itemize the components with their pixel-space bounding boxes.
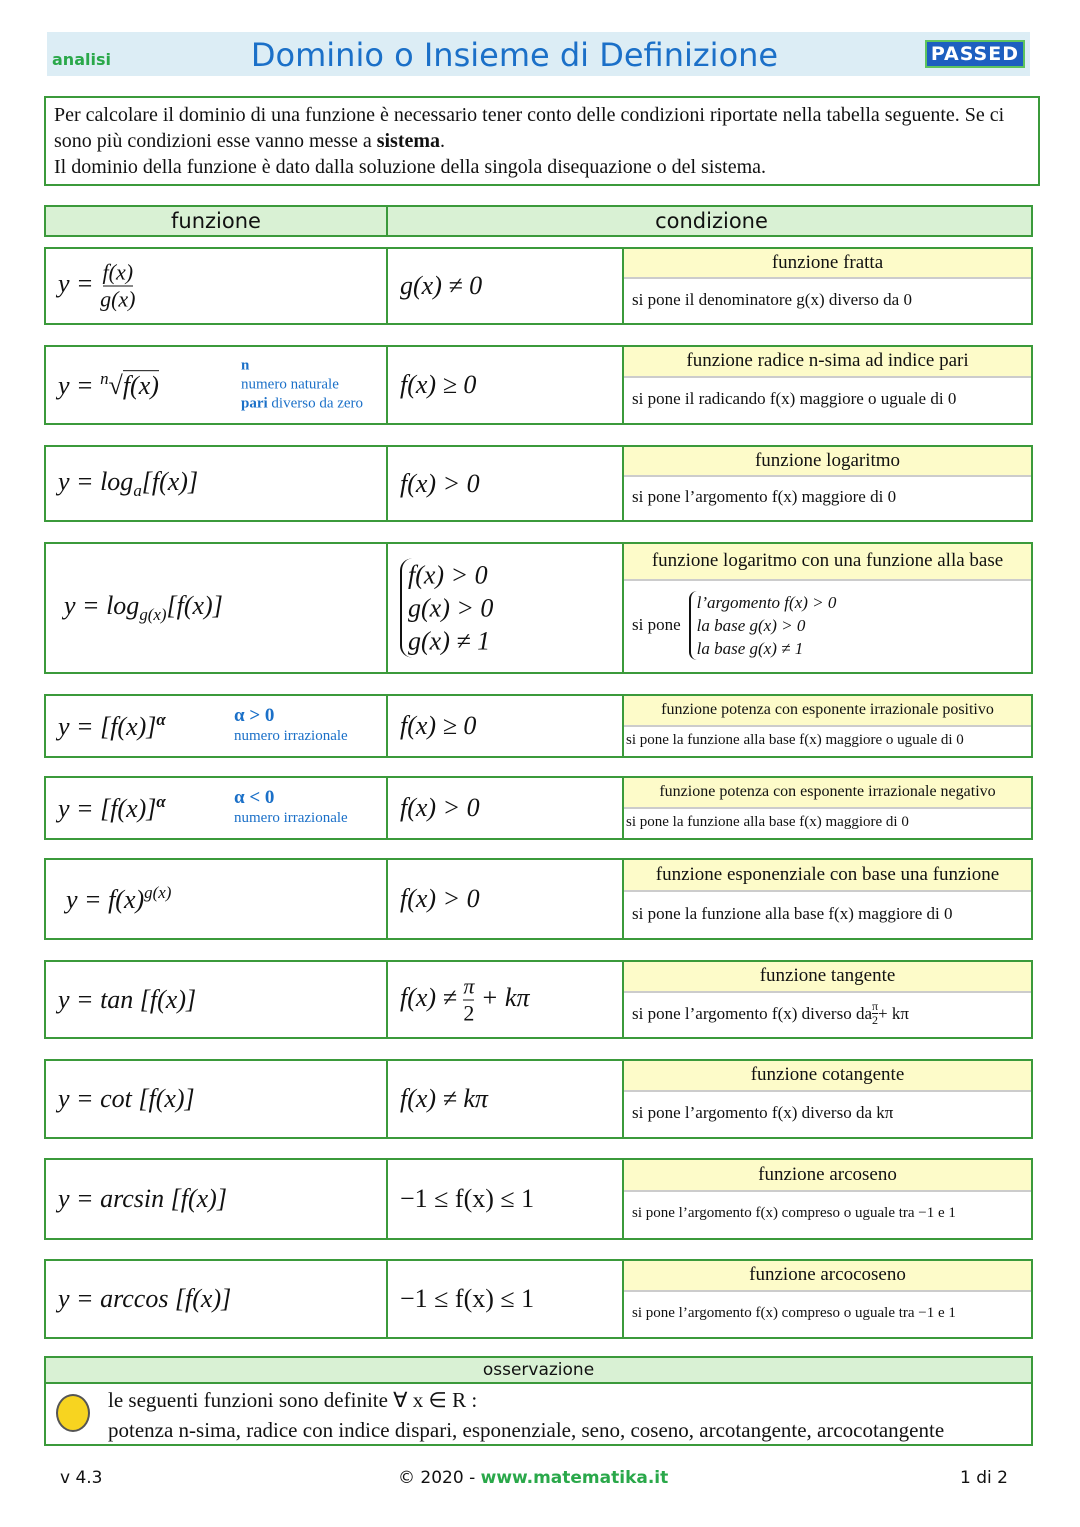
desc-end: + kπ	[878, 1003, 909, 1023]
fn: y = tan [f(x)]	[58, 984, 197, 1014]
fn: y = cot [f(x)]	[58, 1084, 195, 1113]
condition: f(x) ≠ kπ	[400, 1084, 488, 1113]
intro-box	[44, 96, 1040, 186]
numerator: π	[871, 999, 879, 1014]
table-row: y = $^n$√f(x) n numero naturale pari diverso da zero f(x) ≥ 0 funzione radice n-sima ad indice pari si pone il radicando f(x) maggiore o uguale di 0	[44, 345, 1033, 425]
condition: f(x) > 0	[408, 560, 488, 590]
condition: g(x) ≠ 1	[408, 626, 491, 656]
col-funzione: funzione	[46, 207, 388, 235]
condition: f(x) ≥ 0	[400, 370, 477, 399]
table-row	[44, 247, 1033, 325]
cond-desc: si pone l’argomento f(x) maggiore di 0	[632, 487, 897, 507]
intro-bold: sistema	[376, 130, 441, 152]
cond-title: funzione logaritmo	[624, 447, 1031, 477]
fn: y = [f(x)]	[58, 711, 157, 741]
fn: y = arccos [f(x)]	[58, 1284, 232, 1313]
condition: −1 ≤ f(x) ≤ 1	[400, 1284, 535, 1313]
desc-system	[689, 591, 837, 660]
cond-desc: si pone l’argomento f(x) compreso o uguale tra −1 e 1	[632, 1304, 956, 1321]
table-row	[44, 858, 1033, 940]
exponent: α	[156, 792, 166, 812]
fn: y = f(x)	[66, 884, 145, 914]
observation-line-2: potenza n-sima, radice con indice dispari, esponenziale, seno, coseno, arcotangente, arcocotangente	[108, 1418, 945, 1442]
denominator: 2	[872, 1013, 879, 1028]
header	[47, 32, 1030, 76]
note-n: n	[241, 357, 250, 374]
condition: f(x) > 0	[400, 793, 480, 822]
cond-title: funzione potenza con esponente irrazionale negativo	[624, 778, 1031, 809]
note-alpha: α < 0	[234, 787, 275, 808]
desc-item: la base g(x) ≠ 1	[696, 638, 804, 658]
cond-title: funzione logaritmo con una funzione alla base	[624, 544, 1031, 581]
section-label: analisi	[52, 50, 111, 69]
cond-title: funzione arcocoseno	[624, 1261, 1031, 1292]
note-pari: pari	[241, 395, 268, 412]
cond-title: funzione arcoseno	[624, 1160, 1031, 1192]
note	[241, 357, 363, 414]
denominator: 2	[463, 1000, 475, 1025]
note-1: numero irrazionale	[234, 728, 348, 744]
cond-title: funzione radice n-sima ad indice pari	[624, 347, 1031, 378]
cond-title: funzione esponenziale con base una funzione	[624, 860, 1031, 892]
condition: f(x) ≠	[400, 982, 464, 1012]
intro-text-2: Il dominio della funzione è dato dalla soluzione della singola disequazione o del sistema.	[54, 156, 767, 178]
condition: f(x) ≥ 0	[400, 711, 477, 740]
table-row	[44, 960, 1033, 1039]
fn: y =	[58, 268, 101, 298]
numerator: f(x)	[102, 259, 134, 285]
fn: y = arcsin [f(x)]	[58, 1184, 227, 1213]
log-arg: [f(x)]	[166, 590, 223, 620]
cond-desc: si pone il denominatore g(x) diverso da 0	[632, 290, 912, 310]
table-header	[44, 205, 1033, 237]
fraction	[100, 260, 135, 313]
cond-desc: si pone la funzione alla base f(x) maggiore di 0	[632, 903, 953, 923]
observation-line-1: le seguenti funzioni sono definite ∀ x ∈ R :	[108, 1388, 478, 1412]
denominator: g(x)	[100, 286, 136, 312]
cond-desc: si pone	[632, 615, 681, 635]
intro-end: .	[440, 130, 446, 152]
cond-title: funzione fratta	[624, 249, 1031, 279]
fn: y = log	[58, 466, 134, 496]
desc-item: la base g(x) > 0	[696, 615, 806, 635]
cond-desc: si pone l’argomento f(x) diverso da kπ	[632, 1103, 894, 1123]
fn: y = [f(x)]	[58, 793, 157, 823]
intro-text: Per calcolare il dominio di una funzione è necessario tener conto delle condizioni riportate nella tabella seguente. Se ci sono più condizioni esse vanno messe a	[54, 104, 1005, 152]
cond-desc: si pone l’argomento f(x) compreso o uguale tra −1 e 1	[632, 1205, 956, 1222]
version: v 4.3	[60, 1468, 103, 1488]
table-row	[44, 1158, 1033, 1240]
fn: y =	[58, 370, 101, 400]
copyright: © 2020 -	[398, 1468, 481, 1488]
root-index: n	[100, 369, 109, 389]
cond-desc: si pone il radicando f(x) maggiore o uguale di 0	[632, 389, 957, 409]
note-1: numero irrazionale	[234, 810, 348, 826]
condition: f(x) > 0	[400, 468, 480, 498]
note-1: numero naturale	[241, 376, 339, 393]
observation-box	[44, 1356, 1033, 1446]
log-base: g(x)	[139, 605, 167, 625]
condition: f(x) > 0	[400, 884, 480, 913]
condition: −1 ≤ f(x) ≤ 1	[400, 1184, 535, 1213]
page-number: 1 di 2	[960, 1468, 1008, 1488]
table-row	[44, 1259, 1033, 1339]
numerator: π	[463, 973, 475, 998]
site-link[interactable]: www.matematika.it	[480, 1468, 669, 1488]
lightbulb-icon	[56, 1394, 90, 1432]
col-condizione: condizione	[655, 209, 768, 233]
table-row	[44, 776, 1033, 840]
exponent: α	[156, 710, 166, 730]
passed-badge: PASSED	[925, 40, 1025, 68]
condition-system	[400, 559, 493, 658]
cond-title: funzione potenza con esponente irrazionale positivo	[624, 696, 1031, 727]
fn: y = log	[64, 590, 140, 620]
cond-desc: si pone la funzione alla base f(x) maggiore o uguale di 0	[626, 731, 964, 748]
note-alpha: α > 0	[234, 705, 275, 726]
radicand: f(x)	[122, 370, 159, 400]
condition-end: + kπ	[474, 982, 530, 1012]
exponent: g(x)	[144, 883, 172, 903]
cond-desc: si pone l’argomento f(x) diverso da	[632, 1003, 872, 1023]
observation-title: osservazione	[46, 1358, 1031, 1384]
cond-title: funzione cotangente	[624, 1061, 1031, 1092]
cond-title: funzione tangente	[624, 962, 1031, 993]
table-row	[44, 542, 1033, 674]
cond-desc: si pone la funzione alla base f(x) maggiore di 0	[626, 813, 909, 830]
table-row	[44, 445, 1033, 522]
condition: g(x) > 0	[408, 593, 494, 623]
log-arg: [f(x)]	[141, 466, 199, 496]
log-base: a	[133, 480, 142, 500]
desc-item: l’argomento f(x) > 0	[696, 592, 837, 612]
note-2: diverso da zero	[267, 395, 364, 412]
table-row	[44, 694, 1033, 758]
condition: g(x) ≠ 0	[400, 271, 483, 300]
page-title: Dominio o Insieme di Definizione	[250, 36, 779, 74]
table-row	[44, 1059, 1033, 1139]
